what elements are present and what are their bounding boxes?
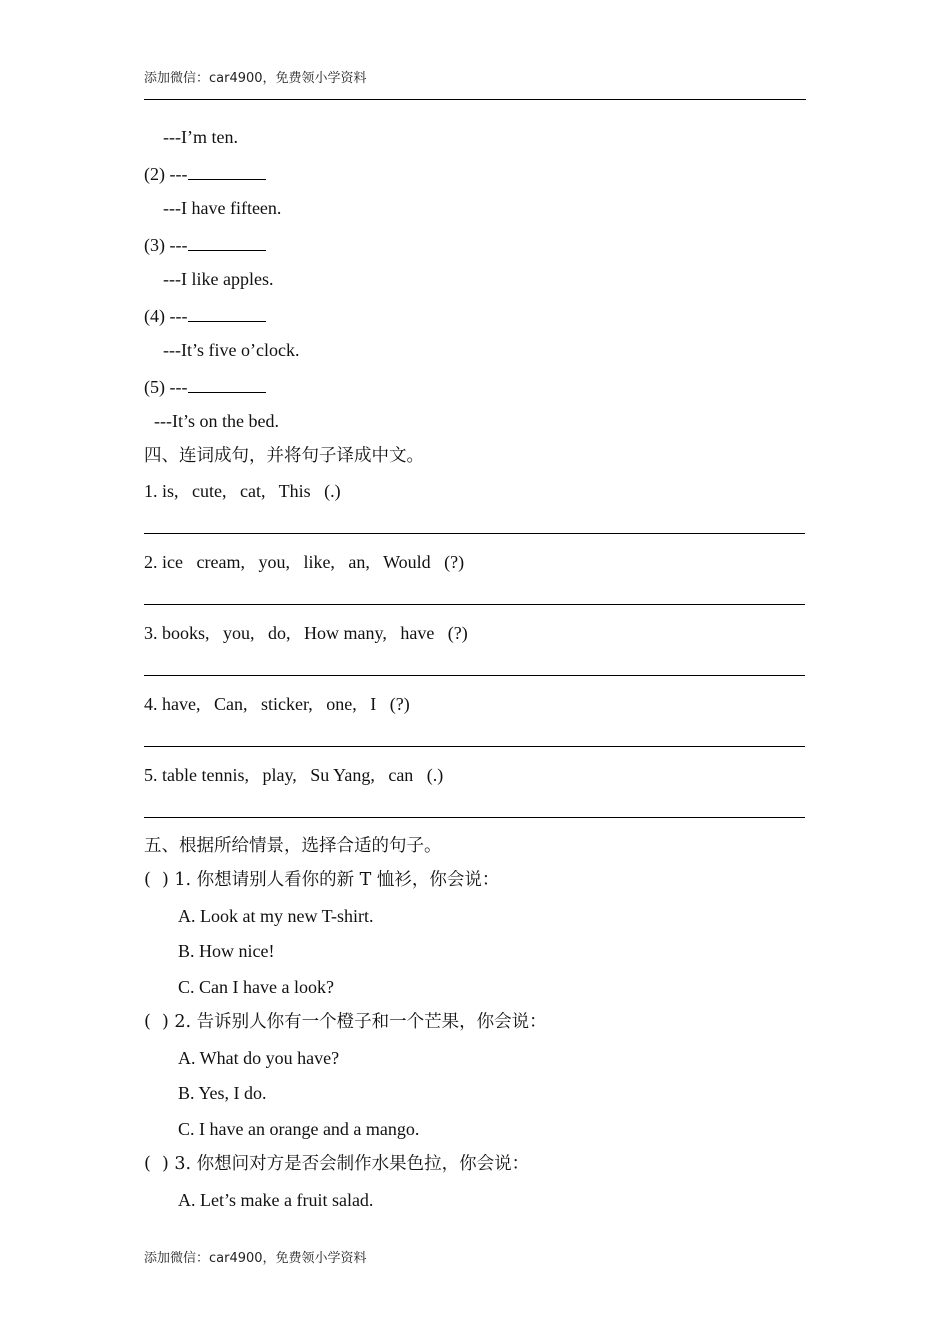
dialogue-question-2: [144, 161, 266, 185]
question-1-option-b: B. How nice!: [178, 941, 275, 961]
reorder-item-2: 2. ice cream, you, like, an, Would (?): [144, 552, 465, 572]
question-2-option-b: B. Yes, I do.: [178, 1083, 267, 1103]
dialogue-answer-2: ---I have fifteen.: [163, 198, 282, 218]
dialogue-answer-3: ---I like apples.: [163, 269, 274, 289]
question-2-option-c: C. I have an orange and a mango.: [178, 1119, 420, 1139]
question-3-option-a: A. Let’s make a fruit salad.: [178, 1190, 374, 1210]
answer-blank: [188, 232, 266, 251]
reorder-item-5: 5. table tennis, play, Su Yang, can (.): [144, 765, 444, 785]
header-divider: [144, 99, 806, 100]
section4-title: 四、连词成句，并将句子译成中文。: [144, 446, 424, 466]
question-2-option-a: A. What do you have?: [178, 1048, 340, 1068]
answer-line-1: [144, 533, 805, 534]
reorder-item-1: 1. is, cute, cat, This (.): [144, 481, 341, 501]
section5-title: 五、根据所给情景，选择合适的句子。: [144, 836, 442, 856]
question-number: (2) ---: [144, 164, 188, 184]
dialogue-question-5: [144, 374, 266, 398]
question-2-prompt: ( ) 2. 告诉别人你有一个橙子和一个芒果，你会说：: [144, 1012, 547, 1032]
question-number: (5) ---: [144, 377, 188, 397]
answer-blank: [188, 303, 266, 322]
footer-note: 添加微信：car4900，免费领小学资料: [144, 1251, 367, 1266]
dialogue-question-4: [144, 303, 266, 327]
question-number: (4) ---: [144, 306, 188, 326]
answer-line-3: [144, 675, 805, 676]
dialogue-answer-4: ---It’s five o’clock.: [163, 340, 300, 360]
dialogue-answer-5: ---It’s on the bed.: [154, 411, 279, 431]
answer-line-2: [144, 604, 805, 605]
question-1-option-c: C. Can I have a look?: [178, 977, 334, 997]
question-3-prompt: ( ) 3. 你想问对方是否会制作水果色拉，你会说：: [144, 1154, 530, 1174]
answer-blank: [188, 161, 266, 180]
reorder-item-3: 3. books, you, do, How many, have (?): [144, 623, 468, 643]
answer-line-5: [144, 817, 805, 818]
question-1-prompt: ( ) 1. 你想请别人看你的新 T 恤衫，你会说：: [144, 870, 500, 890]
question-1-option-a: A. Look at my new T-shirt.: [178, 906, 374, 926]
dialogue-answer-1: ---I’m ten.: [163, 127, 238, 147]
header-note: 添加微信：car4900，免费领小学资料: [144, 71, 367, 86]
reorder-item-4: 4. have, Can, sticker, one, I (?): [144, 694, 410, 714]
answer-line-4: [144, 746, 805, 747]
dialogue-question-3: [144, 232, 266, 256]
answer-blank: [188, 374, 266, 393]
question-number: (3) ---: [144, 235, 188, 255]
